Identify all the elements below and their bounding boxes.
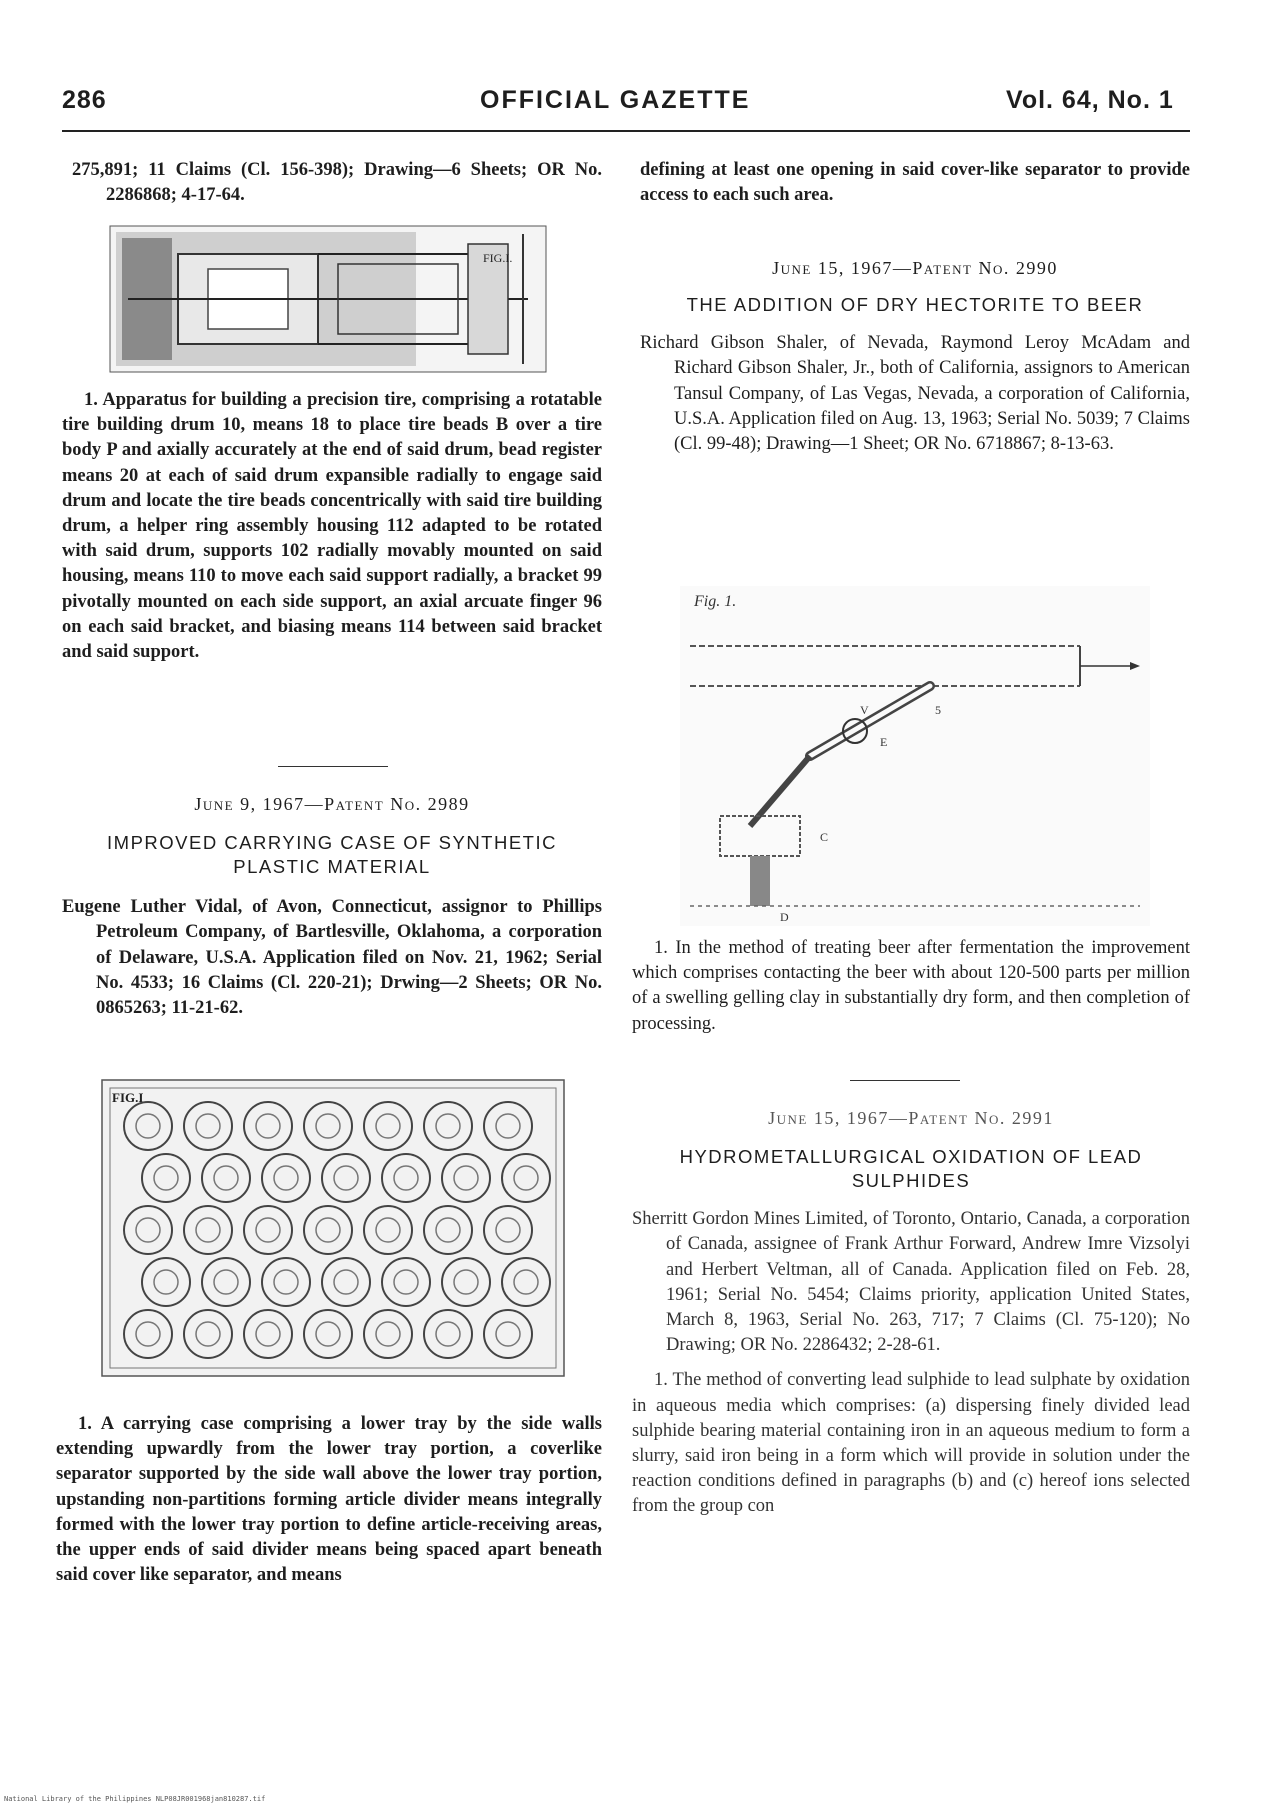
- patent-2991-title: HYDROMETALLURGICAL OXIDATION OF LEAD SULPHIDES: [679, 1146, 1143, 1192]
- patent-2991: [632, 1106, 1190, 1520]
- svg-text:5: 5: [935, 703, 941, 717]
- patent-2990-applicant: Richard Gibson Shaler, of Nevada, Raymond Leroy McAdam and Richard Gibson Shaler, Jr., both of California, assignors to American Tansul Company, of Las Vegas, Nevada, a corporation of California, U.S.A. Application filed on Aug. 13, 1963; Serial No. 5039; 7 Claims (Cl. 99-48); Drawing—1 Sheet; OR No. 6718867; 8-13-63.: [640, 333, 1190, 455]
- section-separator-2: [850, 1080, 960, 1081]
- left-continuation: 275,891; 11 Claims (Cl. 156-398); Drawing—6 Sheets; OR No. 2286868; 4-17-64.: [72, 160, 602, 206]
- figure3-label: Fig. 1.: [694, 593, 737, 610]
- svg-text:D: D: [780, 910, 789, 924]
- header-rule: [62, 130, 1190, 132]
- svg-text:E: E: [880, 735, 888, 749]
- patent-2991-applicant: Sherritt Gordon Mines Limited, of Toronto, Ontario, Canada, a corporation of Canada, assignee of Frank Arthur Forward, Andrew Imre Vizsolyi and Herbert Veltman, all of Canada. Application filed on Feb. 28, 1961; Serial No. 5454; Claims priority, application United States, March 8, 1963, Serial No. 263, 717; 7 Claims (Cl. 75-120); No Drawing; OR No. 2286432; 2-28-61.: [632, 1209, 1190, 1356]
- patent-2991-dateline: June 15, 1967—Patent No. 2991: [768, 1108, 1054, 1128]
- archive-footer: National Library of the Philippines NLP08JR001968jan810287.tif: [4, 1795, 266, 1803]
- patent-2990-claim: 1. In the method of treating beer after fermentation the improvement which comprises contacting the beer with about 120-500 parts per million of a swelling gelling clay in substantially dry form, and then completion of processing.: [632, 938, 1190, 1034]
- left-claim-2989: 1. A carrying case comprising a lower tray by the side walls extending upwardly from the lower tray portion, a coverlike separator supported by the side wall above the lower tray portion, upstanding non-partitions forming article divider means integrally formed with the lower tray portion to define article-receiving areas, the upper ends of said divider means being spaced apart beneath said cover like separator, and means: [56, 1414, 602, 1586]
- figure2-label: FIG.I: [112, 1090, 144, 1105]
- patent-2989-applicant: Eugene Luther Vidal, of Avon, Connecticut, assignor to Phillips Petroleum Company, of Bartlesville, Oklahoma, a corporation of Delaware, U.S.A. Application filed on Nov. 21, 1962; Serial No. 4533; 16 Claims (Cl. 220-21); Drwing—2 Sheets; OR No. 0865263; 11-21-62.: [62, 897, 602, 1019]
- patent-2991-claim: 1. The method of converting lead sulphide to lead sulphate by oxidation in aqueous media which comprises: (a) dispersing finely divided lead sulphide bearing material containing iron in an aqueous medium to form a slurry, said iron being in a form which will provide in solution under the reaction conditions defined in paragraphs (b) and (c) hereof ions selected from the group con: [632, 1370, 1190, 1517]
- patent-2989: [62, 792, 602, 1021]
- carrying-case-figure: [100, 1078, 566, 1378]
- patent-2990: [640, 256, 1190, 457]
- svg-text:C: C: [820, 830, 829, 844]
- gazette-title: OFFICIAL GAZETTE: [480, 86, 751, 114]
- patent-2990-dateline: June 15, 1967—Patent No. 2990: [772, 258, 1058, 278]
- right-continuation: defining at least one opening in said cover-like separator to provide access to each such area.: [640, 160, 1190, 206]
- patent-2989-title: IMPROVED CARRYING CASE OF SYNTHETIC PLASTIC MATERIAL: [107, 832, 557, 878]
- figure1-label: FIG.I.: [483, 251, 513, 265]
- section-separator: [278, 766, 388, 767]
- svg-text:V: V: [860, 703, 869, 717]
- tire-drum-figure: [108, 224, 548, 374]
- patent-2990-title: THE ADDITION OF DRY HECTORITE TO BEER: [686, 294, 1144, 316]
- left-claim1: 1. Apparatus for building a precision tire, comprising a rotatable tire building drum 10, means 18 to place tire beads B over a tire body P and axially accurately at the end of said drum, bead register means 20 at each of said drum expansible radially to engage said drum and locate the tire beads concentrically with said tire building drum, a helper ring assembly housing 112 adapted to be rotated with said drum, supports 102 radially movably mounted on said housing, means 110 to move each said support radially, a bracket 99 pivotally mounted on each side support, an axial arcuate finger 96 on each said bracket, and biasing means 114 between said bracket and said support.: [62, 390, 602, 663]
- volume-number: Vol. 64, No. 1: [1006, 86, 1174, 114]
- page-number: 286: [62, 86, 107, 114]
- patent-2989-dateline: June 9, 1967—Patent No. 2989: [194, 794, 470, 814]
- beer-apparatus-figure: [680, 586, 1150, 926]
